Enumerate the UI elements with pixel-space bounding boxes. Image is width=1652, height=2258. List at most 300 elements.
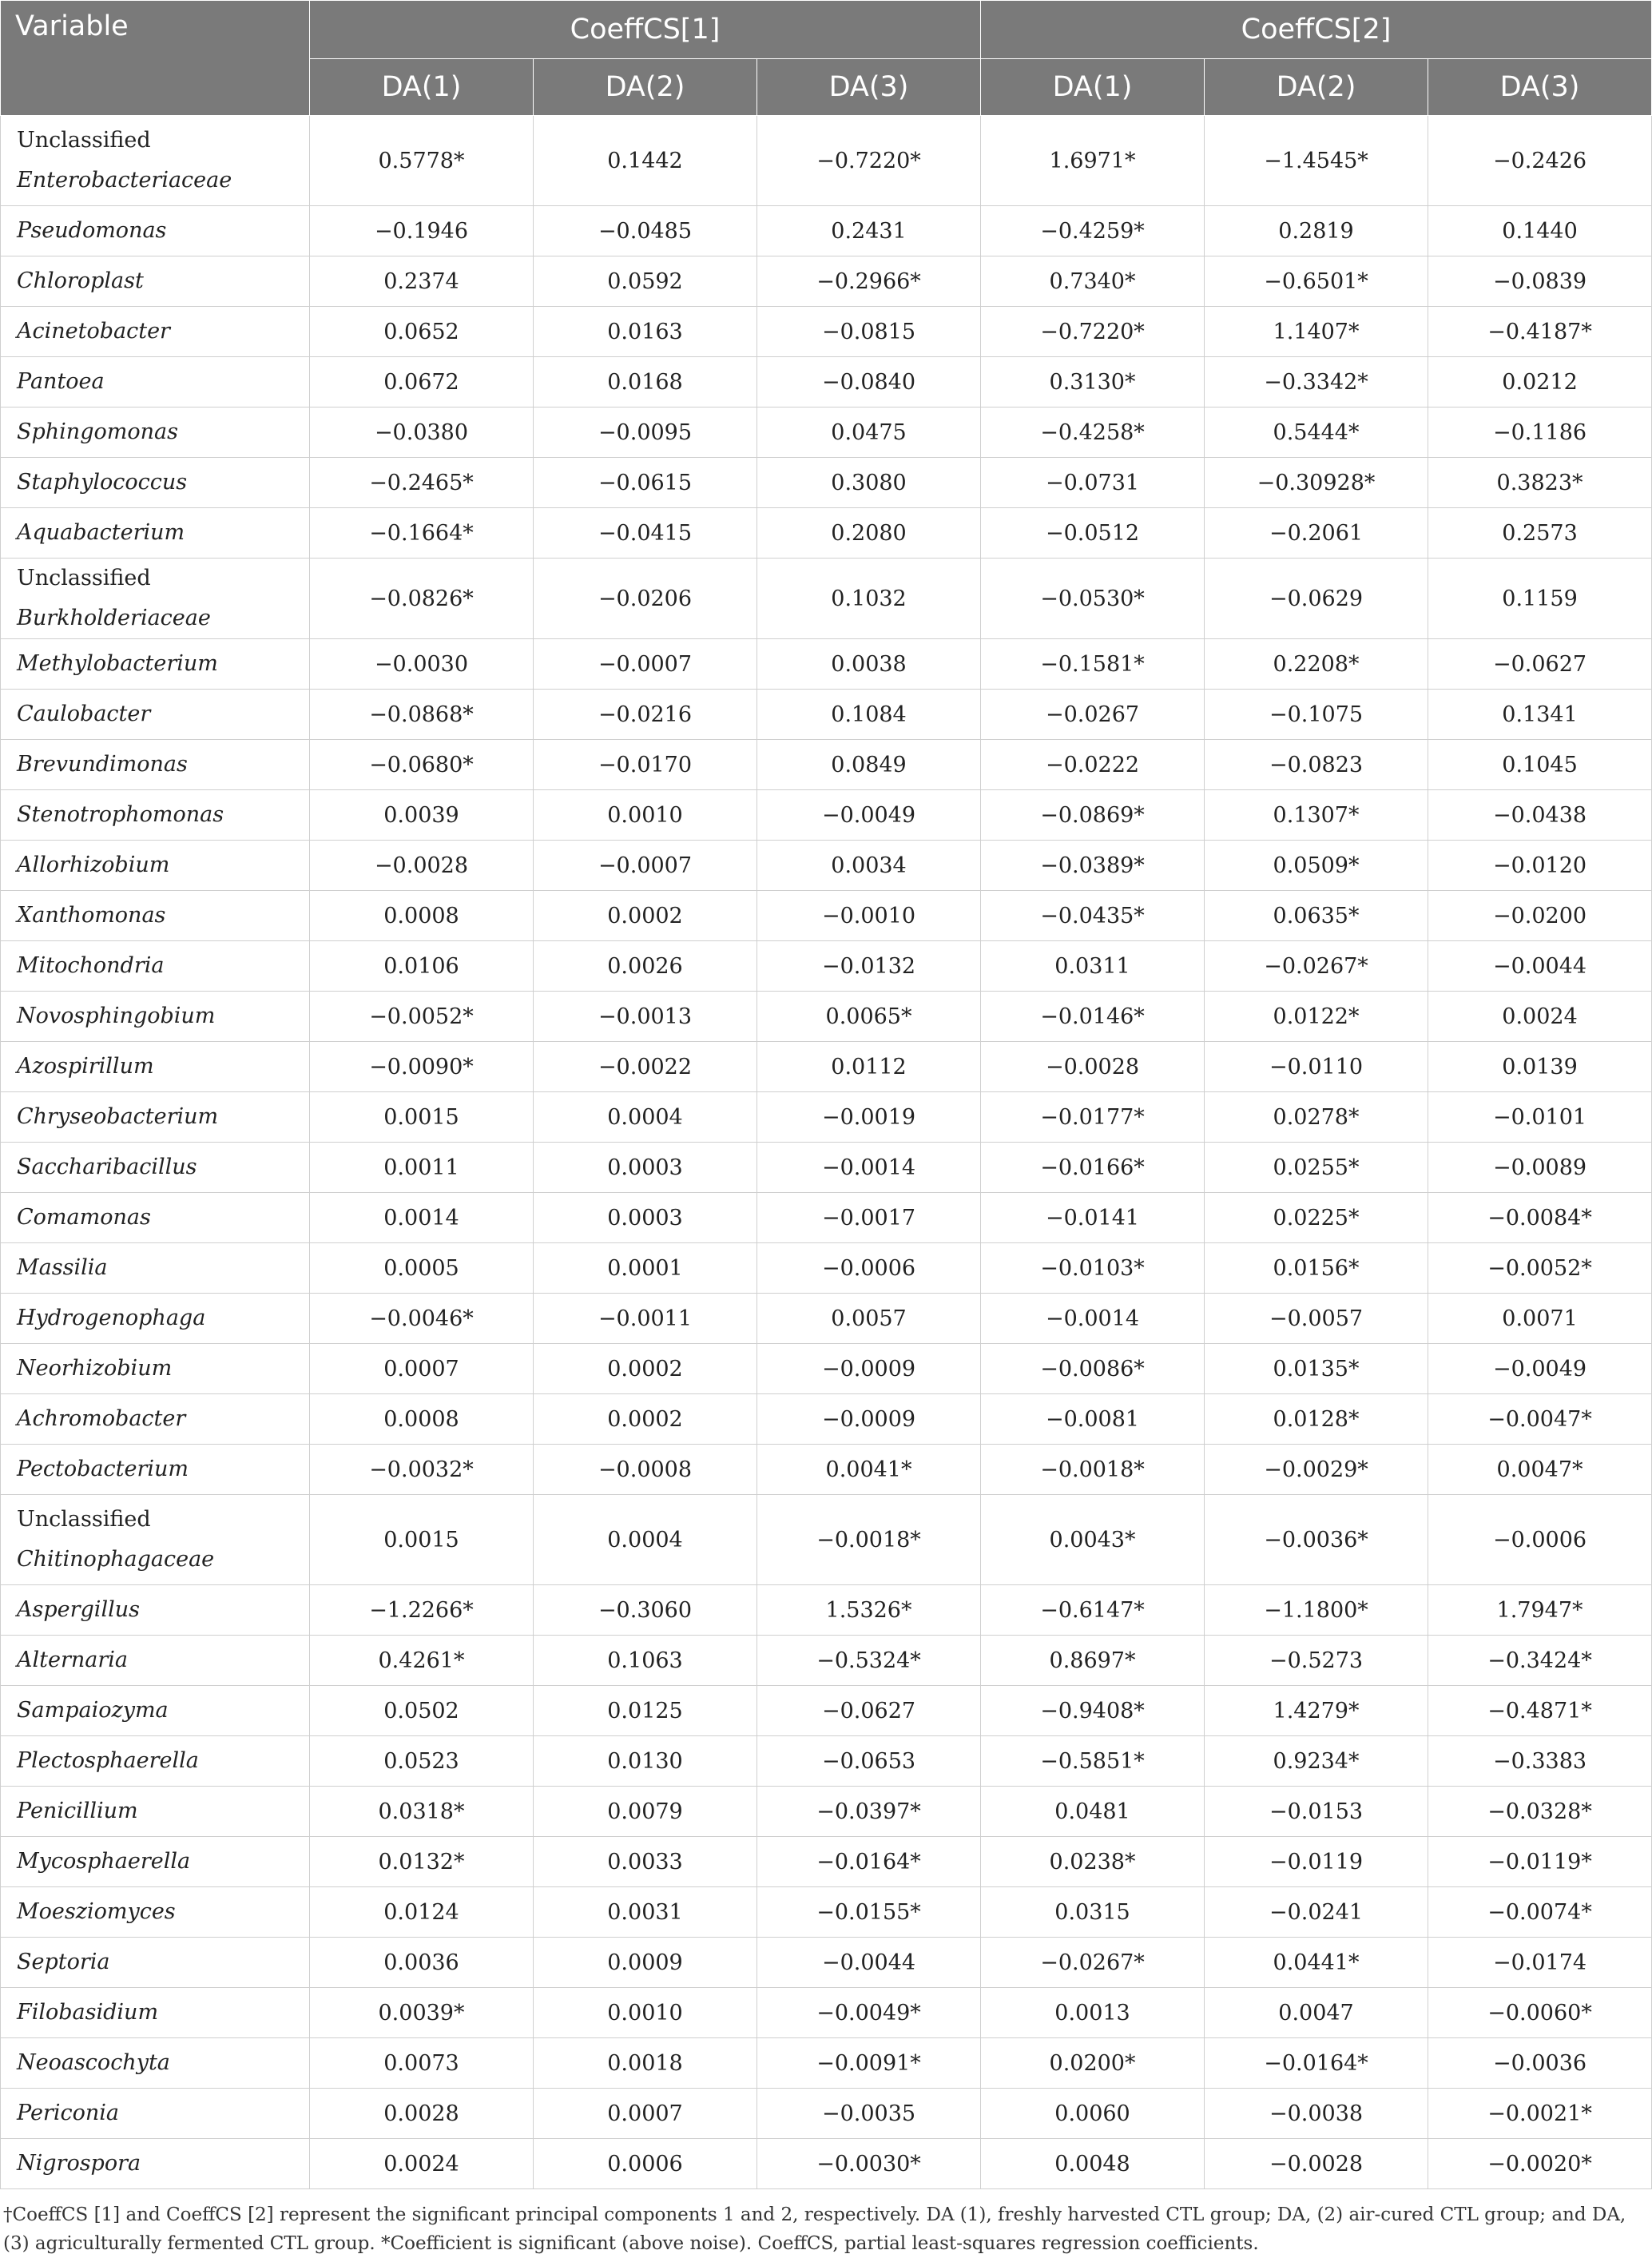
coefficient-cell: −0.1075 xyxy=(1205,690,1428,740)
coefficient-cell: 0.0043* xyxy=(981,1495,1205,1585)
table-row xyxy=(1,1988,1652,2038)
coefficient-cell: −0.0177* xyxy=(981,1092,1205,1143)
coefficient-cell: −0.5324* xyxy=(757,1636,981,1686)
variable-taxon: Pectobacterium xyxy=(17,1457,189,1481)
coefficient-cell: 0.0112 xyxy=(757,1042,981,1092)
coefficient-cell: 0.0163 xyxy=(534,307,757,357)
variable-taxon: Acinetobacter xyxy=(17,319,170,344)
coefficient-cell: −0.1664* xyxy=(310,508,534,559)
coefficient-cell: −0.0091* xyxy=(757,2038,981,2089)
coefficient-cell: −0.0120 xyxy=(1428,841,1652,891)
coefficient-cell: −0.0049 xyxy=(757,790,981,841)
coefficient-cell: 0.0048 xyxy=(981,2139,1205,2189)
variable-name xyxy=(1,841,310,891)
variable-taxon: Alternaria xyxy=(17,1648,128,1672)
coefficient-cell: 0.2208* xyxy=(1205,639,1428,690)
coefficient-cell: −0.3060 xyxy=(534,1585,757,1636)
coefficient-cell: 0.9234* xyxy=(1205,1736,1428,1787)
variable-name xyxy=(1,1585,310,1636)
variable-name xyxy=(1,407,310,458)
coefficient-cell: −0.4259* xyxy=(981,206,1205,256)
variable-taxon: Plectosphaerella xyxy=(17,1748,199,1773)
coefficient-cell: 1.1407* xyxy=(1205,307,1428,357)
coefficient-cell: −0.0101 xyxy=(1428,1092,1652,1143)
variable-taxon: Penicillium xyxy=(17,1799,138,1823)
table-header xyxy=(1,1,1652,116)
coefficient-cell: −0.0200 xyxy=(1428,891,1652,941)
table-row xyxy=(1,1344,1652,1394)
variable-taxon: Aquabacterium xyxy=(17,520,185,545)
variable-taxon: Methylobacterium xyxy=(17,651,218,676)
coefficient-cell: 0.0065* xyxy=(757,992,981,1042)
coefficient-cell: 0.0481 xyxy=(981,1787,1205,1837)
coefficient-cell: 0.0006 xyxy=(534,2139,757,2189)
table-row xyxy=(1,206,1652,256)
variable-taxon: Azospirillum xyxy=(17,1054,154,1079)
coefficient-cell: −0.0680* xyxy=(310,740,534,790)
coefficient-cell: 0.0168 xyxy=(534,357,757,407)
coefficient-cell: 0.0071 xyxy=(1428,1294,1652,1344)
coefficient-cell: −0.0155* xyxy=(757,1887,981,1938)
coefficient-cell: −0.0627 xyxy=(1428,639,1652,690)
variable-taxon: Sampaiozyma xyxy=(17,1698,169,1723)
coefficient-cell: 0.3823* xyxy=(1428,458,1652,508)
coefficient-cell: −0.0164* xyxy=(1205,2038,1428,2089)
coefficient-cell: 0.0007 xyxy=(310,1344,534,1394)
coefficient-cell: 0.0125 xyxy=(534,1686,757,1736)
coefficient-cell: −0.0057 xyxy=(1205,1294,1428,1344)
variable-taxon: Allorhizobium xyxy=(17,853,170,877)
coefficient-cell: 0.0011 xyxy=(310,1143,534,1193)
coefficient-cell: −0.0415 xyxy=(534,508,757,559)
coefficient-cell: 0.0523 xyxy=(310,1736,534,1787)
table-row xyxy=(1,1585,1652,1636)
header-da: DA(2) xyxy=(1205,59,1428,116)
table-row xyxy=(1,941,1652,992)
table-body xyxy=(1,116,1652,2189)
coefficient-cell: −0.0485 xyxy=(534,206,757,256)
coefficient-cell: 0.0014 xyxy=(310,1193,534,1243)
variable-name xyxy=(1,206,310,256)
variable-name xyxy=(1,1344,310,1394)
variable-taxon: Brevundimonas xyxy=(17,752,188,777)
variable-name xyxy=(1,2038,310,2089)
coefficient-cell: −0.0328* xyxy=(1428,1787,1652,1837)
table-row xyxy=(1,790,1652,841)
coefficient-cell: 0.0015 xyxy=(310,1495,534,1585)
coefficient-cell: 0.0018 xyxy=(534,2038,757,2089)
header-da: DA(2) xyxy=(534,59,757,116)
coefficient-cell: −0.0119 xyxy=(1205,1837,1428,1887)
coefficient-cell: −0.0530* xyxy=(981,559,1205,639)
table-row xyxy=(1,992,1652,1042)
variable-name xyxy=(1,690,310,740)
header-da: DA(3) xyxy=(757,59,981,116)
coefficient-cell: −0.7220* xyxy=(757,116,981,206)
coefficient-cell: 0.1063 xyxy=(534,1636,757,1686)
coefficient-cell: 0.0004 xyxy=(534,1092,757,1143)
table-row xyxy=(1,1243,1652,1294)
variable-taxon: Stenotrophomonas xyxy=(17,802,224,827)
coefficient-cell: 0.0106 xyxy=(310,941,534,992)
variable-taxon: Aspergillus xyxy=(17,1597,140,1622)
variable-name xyxy=(1,508,310,559)
coefficient-cell: −0.0629 xyxy=(1205,559,1428,639)
coefficient-cell: −0.0089 xyxy=(1428,1143,1652,1193)
coefficient-cell: −0.0011 xyxy=(534,1294,757,1344)
table-row xyxy=(1,256,1652,307)
coefficient-cell: −0.0010 xyxy=(757,891,981,941)
variable-taxon: Novosphingobium xyxy=(17,1004,216,1028)
coefficient-cell: 0.0038 xyxy=(757,639,981,690)
variable-name xyxy=(1,357,310,407)
table-row xyxy=(1,1837,1652,1887)
variable-name xyxy=(1,1988,310,2038)
coefficient-cell: −0.0222 xyxy=(981,740,1205,790)
coefficient-cell: −0.0141 xyxy=(981,1193,1205,1243)
table-row xyxy=(1,1736,1652,1787)
coefficient-cell: 0.0026 xyxy=(534,941,757,992)
table-row xyxy=(1,1042,1652,1092)
coefficient-cell: −0.0840 xyxy=(757,357,981,407)
variable-taxon: Neorhizobium xyxy=(17,1356,173,1381)
variable-taxon: Neoascochyta xyxy=(17,2050,170,2075)
coefficient-cell: 0.0635* xyxy=(1205,891,1428,941)
coefficient-cell: −0.0021* xyxy=(1428,2089,1652,2139)
coefficient-cell: −0.0028 xyxy=(310,841,534,891)
coefficient-cell: 1.7947* xyxy=(1428,1585,1652,1636)
coefficient-cell: 0.0212 xyxy=(1428,357,1652,407)
coefficient-cell: 0.0034 xyxy=(757,841,981,891)
variable-name xyxy=(1,941,310,992)
coefficient-cell: −0.0060* xyxy=(1428,1988,1652,2038)
table-row xyxy=(1,690,1652,740)
coefficient-cell: −0.0007 xyxy=(534,841,757,891)
coefficient-cell: 0.0315 xyxy=(981,1887,1205,1938)
coefficient-cell: −0.0014 xyxy=(981,1294,1205,1344)
coefficient-cell: −0.0627 xyxy=(757,1686,981,1736)
coefficient-cell: −0.0006 xyxy=(757,1243,981,1294)
table-row xyxy=(1,1938,1652,1988)
coefficient-cell: 0.5444* xyxy=(1205,407,1428,458)
coefficient-cell: 0.1341 xyxy=(1428,690,1652,740)
coefficient-cell: −0.0153 xyxy=(1205,1787,1428,1837)
coefficient-cell: −0.0013 xyxy=(534,992,757,1042)
variable-name xyxy=(1,1787,310,1837)
coefficient-cell: −0.0074* xyxy=(1428,1887,1652,1938)
coefficient-cell: −0.0868* xyxy=(310,690,534,740)
table-row xyxy=(1,1394,1652,1445)
table-row xyxy=(1,508,1652,559)
coefficient-cell: −0.2465* xyxy=(310,458,534,508)
variable-name xyxy=(1,740,310,790)
header-variable: Variable xyxy=(1,1,310,116)
header-coeffcs-2: CoeffCS[2] xyxy=(981,1,1652,59)
variable-name xyxy=(1,1445,310,1495)
variable-name xyxy=(1,1294,310,1344)
coefficient-cell: 0.0311 xyxy=(981,941,1205,992)
table-row xyxy=(1,116,1652,206)
coefficient-cell: −0.0084* xyxy=(1428,1193,1652,1243)
coefficient-cell: −0.0018* xyxy=(757,1495,981,1585)
coefficient-cell: 0.0060 xyxy=(981,2089,1205,2139)
coefficient-cell: 0.0009 xyxy=(534,1938,757,1988)
coefficient-cell: −0.0216 xyxy=(534,690,757,740)
coefficient-cell: −0.0030 xyxy=(310,639,534,690)
coefficient-cell: −0.2426 xyxy=(1428,116,1652,206)
coefficient-cell: −0.3342* xyxy=(1205,357,1428,407)
table-row xyxy=(1,357,1652,407)
coefficient-cell: −1.4545* xyxy=(1205,116,1428,206)
table-row xyxy=(1,891,1652,941)
coefficient-cell: −0.6501* xyxy=(1205,256,1428,307)
variable-name xyxy=(1,116,310,206)
variable-taxon: Comamonas xyxy=(17,1205,151,1230)
coefficient-cell: 0.0047 xyxy=(1205,1988,1428,2038)
table-row xyxy=(1,841,1652,891)
table-row xyxy=(1,639,1652,690)
coefficient-cell: −0.0815 xyxy=(757,307,981,357)
coefficient-cell: −0.0028 xyxy=(981,1042,1205,1092)
coefficient-cell: 0.7340* xyxy=(981,256,1205,307)
coefficient-cell: −0.6147* xyxy=(981,1585,1205,1636)
table-row xyxy=(1,1495,1652,1585)
coefficient-cell: −0.0166* xyxy=(981,1143,1205,1193)
variable-name xyxy=(1,256,310,307)
coefficient-cell: −0.0029* xyxy=(1205,1445,1428,1495)
variable-taxon: Periconia xyxy=(17,2101,119,2125)
coefficient-cell: 0.1307* xyxy=(1205,790,1428,841)
variable-taxon: Pantoea xyxy=(17,369,105,394)
variable-name xyxy=(1,639,310,690)
coefficient-cell: −0.0030* xyxy=(757,2139,981,2189)
variable-taxon: Mitochondria xyxy=(17,953,165,978)
variable-taxon: Sphingomonas xyxy=(17,419,178,444)
coefficient-cell: 0.0475 xyxy=(757,407,981,458)
coefficient-cell: 0.0041* xyxy=(757,1445,981,1495)
coefficient-cell: 0.2374 xyxy=(310,256,534,307)
table-row xyxy=(1,1686,1652,1736)
variable-taxon: Moesziomyces xyxy=(17,1899,176,1924)
coefficient-cell: 0.0124 xyxy=(310,1887,534,1938)
coefficient-cell: −0.0653 xyxy=(757,1736,981,1787)
coefficient-cell: −0.0823 xyxy=(1205,740,1428,790)
coefficient-cell: 0.0007 xyxy=(534,2089,757,2139)
coefficient-cell: −0.0869* xyxy=(981,790,1205,841)
coefficient-cell: −0.0731 xyxy=(981,458,1205,508)
coefficient-cell: 0.0002 xyxy=(534,891,757,941)
coefficient-cell: 0.2080 xyxy=(757,508,981,559)
coefficient-cell: 0.0036 xyxy=(310,1938,534,1988)
coefficient-cell: 0.8697* xyxy=(981,1636,1205,1686)
coefficient-cell: −0.2061 xyxy=(1205,508,1428,559)
coefficient-cell: −0.0826* xyxy=(310,559,534,639)
coefficient-cell: −0.7220* xyxy=(981,307,1205,357)
coefficient-cell: −0.0110 xyxy=(1205,1042,1428,1092)
coefficient-cell: 0.2573 xyxy=(1428,508,1652,559)
variable-name xyxy=(1,1495,310,1585)
coefficient-cell: −0.0132 xyxy=(757,941,981,992)
coefficient-cell: 0.3130* xyxy=(981,357,1205,407)
variable-taxon: Xanthomonas xyxy=(17,903,166,928)
table-row xyxy=(1,407,1652,458)
coefficient-cell: −0.3424* xyxy=(1428,1636,1652,1686)
variable-taxon: Staphylococcus xyxy=(17,470,188,495)
variable-name xyxy=(1,559,310,639)
coefficient-cell: 0.0122* xyxy=(1205,992,1428,1042)
coefficient-cell: −0.4871* xyxy=(1428,1686,1652,1736)
table-row xyxy=(1,2089,1652,2139)
variable-name xyxy=(1,1394,310,1445)
variable-taxon: Septoria xyxy=(17,1950,110,1974)
coefficient-cell: −0.0170 xyxy=(534,740,757,790)
table-row xyxy=(1,1636,1652,1686)
variable-name xyxy=(1,458,310,508)
coefficient-cell: 0.0225* xyxy=(1205,1193,1428,1243)
variable-taxon: Pseudomonas xyxy=(17,218,167,243)
coefficient-cell: −0.5273 xyxy=(1205,1636,1428,1686)
coefficient-cell: −0.0146* xyxy=(981,992,1205,1042)
coefficient-cell: 0.0047* xyxy=(1428,1445,1652,1495)
coefficient-cell: 0.0509* xyxy=(1205,841,1428,891)
coefficient-cell: −0.0017 xyxy=(757,1193,981,1243)
coefficient-cell: −0.0267* xyxy=(981,1938,1205,1988)
variable-taxon: Chitinophagaceae xyxy=(17,1547,215,1572)
variable-taxon: Hydrogenophaga xyxy=(17,1306,206,1330)
coefficient-cell: −0.0008 xyxy=(534,1445,757,1495)
coefficient-cell: −0.0038 xyxy=(1205,2089,1428,2139)
header-da: DA(3) xyxy=(1428,59,1652,116)
coefficient-cell: 0.0008 xyxy=(310,1394,534,1445)
coefficient-cell: −0.0006 xyxy=(1428,1495,1652,1585)
coefficient-cell: −0.2966* xyxy=(757,256,981,307)
coefficient-cell: 0.0502 xyxy=(310,1686,534,1736)
table-row xyxy=(1,1887,1652,1938)
coefficient-cell: −0.0044 xyxy=(757,1938,981,1988)
coefficient-cell: −0.0380 xyxy=(310,407,534,458)
variable-taxon: Chloroplast xyxy=(17,268,144,293)
coefficient-cell: −0.1186 xyxy=(1428,407,1652,458)
variable-taxon: Enterobacteriaceae xyxy=(17,168,232,193)
coefficient-cell: 0.0008 xyxy=(310,891,534,941)
coefficient-cell: −0.0389* xyxy=(981,841,1205,891)
coefficient-cell: −0.0081 xyxy=(981,1394,1205,1445)
coefficient-cell: 0.0003 xyxy=(534,1143,757,1193)
variable-name xyxy=(1,1143,310,1193)
coefficient-cell: −0.0397* xyxy=(757,1787,981,1837)
coefficient-cell: −0.30928* xyxy=(1205,458,1428,508)
coefficient-cell: 0.0652 xyxy=(310,307,534,357)
coefficient-cell: −0.0049* xyxy=(757,1988,981,2038)
coefficient-cell: −0.0206 xyxy=(534,559,757,639)
coefficient-cell: 0.4261* xyxy=(310,1636,534,1686)
variable-name xyxy=(1,1938,310,1988)
header-da: DA(1) xyxy=(981,59,1205,116)
coefficient-cell: −0.0009 xyxy=(757,1344,981,1394)
variable-name xyxy=(1,1837,310,1887)
coefficient-cell: −0.0095 xyxy=(534,407,757,458)
coefficient-cell: 0.0024 xyxy=(1428,992,1652,1042)
coefficient-cell: 0.0057 xyxy=(757,1294,981,1344)
coefficient-cell: −0.1946 xyxy=(310,206,534,256)
coefficient-cell: −0.0047* xyxy=(1428,1394,1652,1445)
variable-taxon: Nigrospora xyxy=(17,2151,141,2176)
coefficient-cell: 0.1084 xyxy=(757,690,981,740)
variable-taxon: Chryseobacterium xyxy=(17,1104,219,1129)
coefficient-cell: −0.0046* xyxy=(310,1294,534,1344)
coefficient-cell: 0.0255* xyxy=(1205,1143,1428,1193)
coefficient-cell: −0.0241 xyxy=(1205,1887,1428,1938)
coefficient-cell: 0.2431 xyxy=(757,206,981,256)
coefficient-cell: −0.0052* xyxy=(310,992,534,1042)
table-row xyxy=(1,1445,1652,1495)
variable-name xyxy=(1,1193,310,1243)
coefficient-cell: −0.9408* xyxy=(981,1686,1205,1736)
coefficient-cell: −0.0036 xyxy=(1428,2038,1652,2089)
variable-name xyxy=(1,1736,310,1787)
coefficient-cell: −0.0019 xyxy=(757,1092,981,1143)
coefficient-cell: −0.0007 xyxy=(534,639,757,690)
coefficient-cell: −0.4258* xyxy=(981,407,1205,458)
coefficient-cell: 0.0672 xyxy=(310,357,534,407)
coefficient-cell: −0.0090* xyxy=(310,1042,534,1092)
coefficient-cell: 0.0592 xyxy=(534,256,757,307)
coefficient-cell: 0.0130 xyxy=(534,1736,757,1787)
variable-prefix: Unclassified xyxy=(17,128,151,153)
coefficient-cell: −0.0119* xyxy=(1428,1837,1652,1887)
coefficient-cell: 0.0002 xyxy=(534,1344,757,1394)
coefficient-cell: −0.0018* xyxy=(981,1445,1205,1495)
table-footnote: †CoeffCS [1] and CoeffCS [2] represent the significant principal components 1 and 2, respectively. DA (1), freshly harvested CTL group; DA, (2) air-cured CTL group; and DA, (3) agriculturally fermented CTL group. *Coefficient is significant (above noise). CoeffCS, partial least-squares regression coefficients. xyxy=(3,2204,1626,2254)
variable-taxon: Achromobacter xyxy=(17,1406,186,1431)
variable-taxon: Burkholderiaceae xyxy=(17,606,211,630)
coefficient-cell: 0.0135* xyxy=(1205,1344,1428,1394)
coefficient-cell: −0.0009 xyxy=(757,1394,981,1445)
table-row xyxy=(1,307,1652,357)
variable-name xyxy=(1,1042,310,1092)
coefficient-cell: −0.1581* xyxy=(981,639,1205,690)
coefficient-cell: −0.0028 xyxy=(1205,2139,1428,2189)
coefficient-cell: −0.0032* xyxy=(310,1445,534,1495)
variable-name xyxy=(1,1887,310,1938)
coefficient-cell: 0.0132* xyxy=(310,1837,534,1887)
coefficient-cell: 0.0039 xyxy=(310,790,534,841)
coefficient-cell: −0.0164* xyxy=(757,1837,981,1887)
coefficient-cell: 0.0128* xyxy=(1205,1394,1428,1445)
variable-name xyxy=(1,1092,310,1143)
coefficient-cell: 0.0010 xyxy=(534,1988,757,2038)
coefficient-cell: 0.2819 xyxy=(1205,206,1428,256)
coefficient-cell: 0.5778* xyxy=(310,116,534,206)
table-row xyxy=(1,1143,1652,1193)
coefficient-cell: −0.0086* xyxy=(981,1344,1205,1394)
coefficient-cell: 0.0033 xyxy=(534,1837,757,1887)
coefficient-cell: −0.0512 xyxy=(981,508,1205,559)
coefficient-cell: −0.0615 xyxy=(534,458,757,508)
variable-name xyxy=(1,1243,310,1294)
table-row xyxy=(1,1193,1652,1243)
table-row xyxy=(1,1787,1652,1837)
coefficient-cell: −0.0267 xyxy=(981,690,1205,740)
coefficient-cell: 0.0200* xyxy=(981,2038,1205,2089)
coefficient-cell: −1.1800* xyxy=(1205,1585,1428,1636)
variable-name xyxy=(1,307,310,357)
table-row xyxy=(1,2139,1652,2189)
variable-name xyxy=(1,891,310,941)
coefficient-cell: 0.1159 xyxy=(1428,559,1652,639)
variable-name xyxy=(1,992,310,1042)
coefficient-cell: −0.5851* xyxy=(981,1736,1205,1787)
